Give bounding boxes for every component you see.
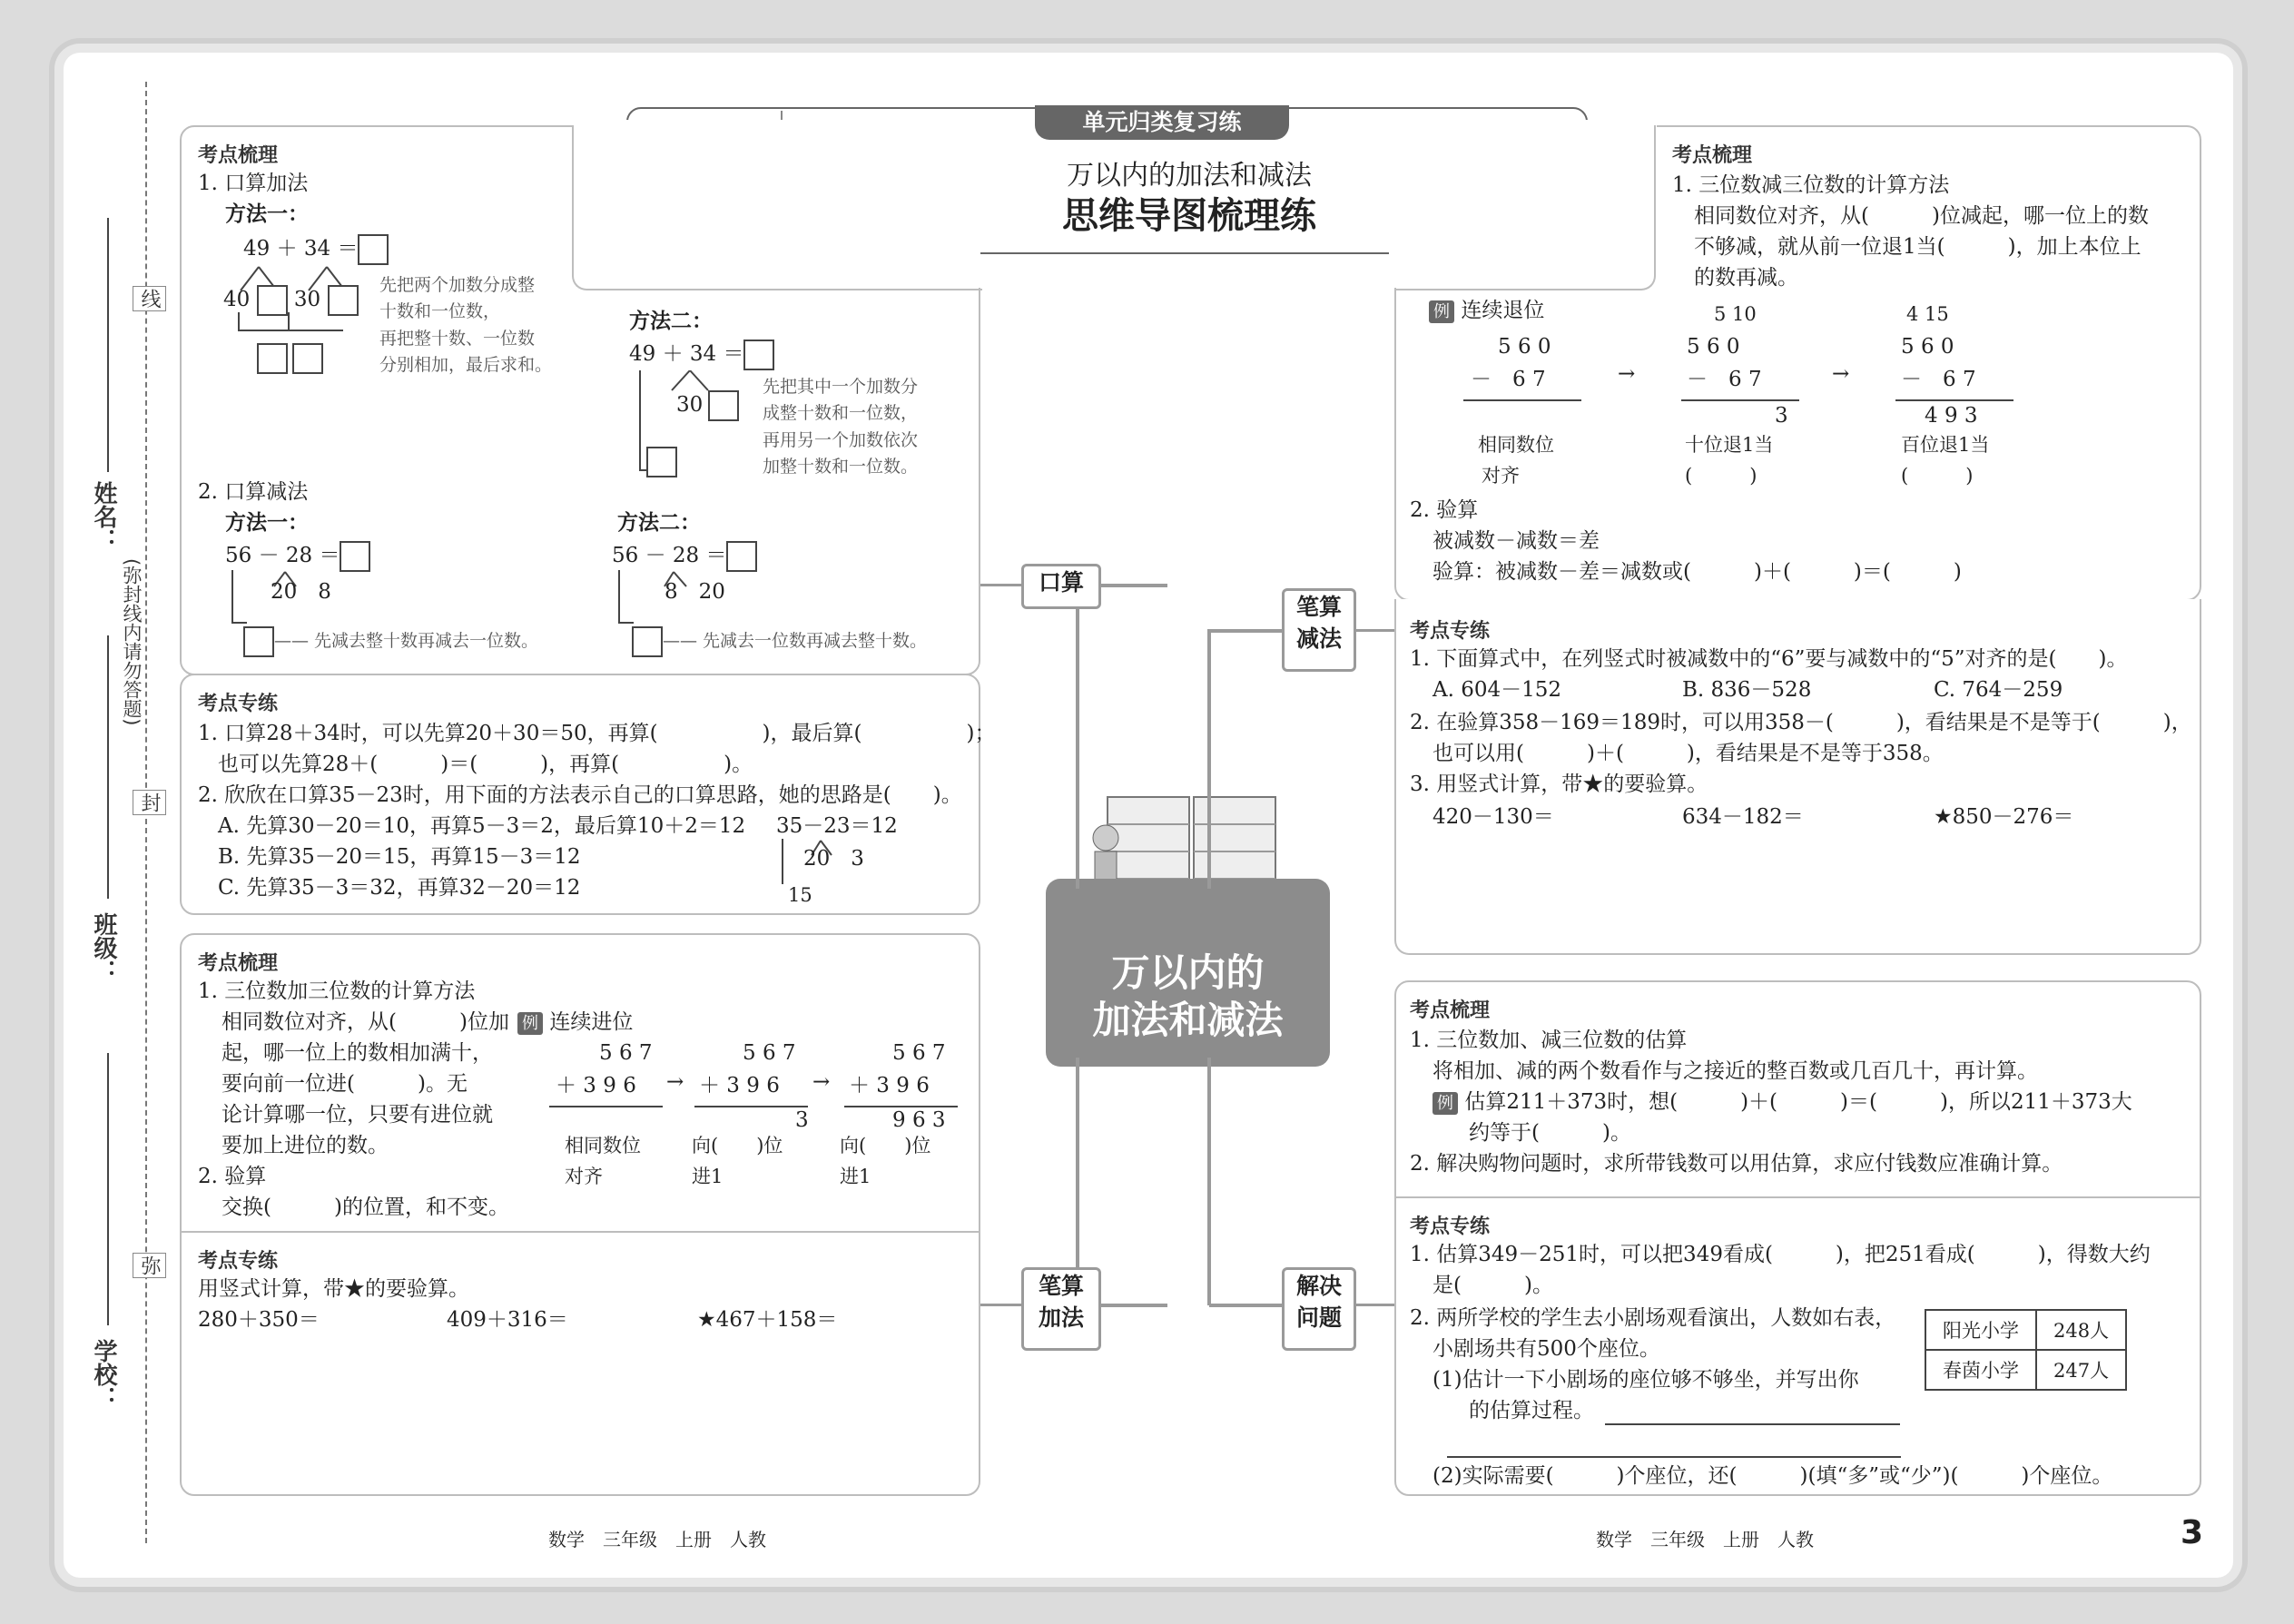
question: 1. 估算349－251时，可以把349看成( )，把251看成( )，得数大约 xyxy=(1410,1243,2151,1266)
option[interactable]: A. 604－152 xyxy=(1433,678,1562,702)
expr-text: 56 － 28 ＝ xyxy=(612,544,727,567)
question: 的估算过程。 xyxy=(1469,1399,1594,1422)
table-cell: 247人 xyxy=(2036,1350,2126,1390)
answer-box[interactable] xyxy=(708,390,739,421)
calc-item[interactable]: 409＋316＝ xyxy=(447,1308,568,1332)
label-line: 向( )位 xyxy=(840,1135,931,1156)
text-line: 不够减，就从前一位退1当( )，加上本位上 xyxy=(1694,235,2141,259)
question: 2. 欣欣在口算35－23时，用下面的方法表示自己的口算思路，她的思路是( )。 xyxy=(198,783,962,807)
mask-border xyxy=(1394,125,1656,290)
arrow: → xyxy=(1618,362,1636,386)
note-line: 再把整十数、一位数 xyxy=(379,328,536,349)
calc-bottom: － 6 7 xyxy=(1471,368,1546,391)
question: 2. 两所学校的学生去小剧场观看演出，人数如右表， xyxy=(1410,1306,1896,1330)
text-line: 的数再减。 xyxy=(1694,266,1798,290)
calc-label xyxy=(692,1131,783,1192)
heading: 1. 三位数加、减三位数的估算 xyxy=(1410,1029,1688,1052)
text-line: 相同数位对齐，从( )位加 xyxy=(222,1010,509,1034)
page-number: 3 xyxy=(2181,1514,2204,1551)
calc-bottom: ＋ 3 9 6 xyxy=(556,1074,636,1097)
calc-bottom: － 6 7 xyxy=(1687,368,1762,391)
heading: 2. 验算 xyxy=(198,1165,267,1188)
question: 也可以用( )＋( )，看结果是不是等于358。 xyxy=(1433,742,1944,765)
example-tag: 例 xyxy=(517,1012,543,1035)
expr-text: 56 － 28 ＝ xyxy=(225,544,340,567)
arrow: → xyxy=(1832,362,1850,386)
connector xyxy=(1207,1058,1211,1305)
answer-box[interactable] xyxy=(257,343,288,374)
label-line: 相同数位 xyxy=(565,1135,641,1156)
calc-bottom: － 6 7 xyxy=(1901,368,1976,391)
section-title: 考点梳理 xyxy=(198,144,279,167)
heading: 2. 解决购物问题时，求所带钱数可以用估算，求应付钱数应准确计算。 xyxy=(1410,1152,2063,1176)
s2-note: —— 先减去一位数再减去整十数。 xyxy=(632,626,927,657)
side-mi: 弥 xyxy=(133,1253,166,1278)
expr-text: 49 ＋ 34 ＝ xyxy=(629,342,744,366)
answer-box[interactable] xyxy=(632,626,663,657)
calc-rule xyxy=(694,1106,808,1107)
heading: 2. 验算 xyxy=(1410,498,1479,522)
example-text: 估算211＋373时，想( )＋( )＝( )，所以211＋373大 xyxy=(1464,1090,2132,1114)
class-line xyxy=(107,635,109,899)
label-line: 相同数位 xyxy=(1478,434,1554,456)
question: 1. 口算28＋34时，可以先算20＋30＝50，再算( )，最后算( )； xyxy=(198,722,996,745)
method-label: 方法一： xyxy=(225,511,309,535)
label-line: 十位退1当 xyxy=(1685,434,1774,456)
center-title xyxy=(1046,879,1330,1067)
s1-expr xyxy=(225,541,370,572)
text-line: 交换( )的位置，和不变。 xyxy=(222,1196,509,1219)
divider xyxy=(1394,1196,2200,1198)
text-line: 要加上进位的数。 xyxy=(222,1134,389,1157)
text-line: 起，哪一位上的数相加满十， xyxy=(222,1041,493,1065)
section-title: 考点专练 xyxy=(1410,620,1491,643)
s2-split xyxy=(665,577,725,606)
note-line: 十数和一位数， xyxy=(379,301,501,322)
split-num: 8 xyxy=(665,580,678,604)
connector xyxy=(980,1304,1021,1306)
m2-note xyxy=(763,374,918,481)
header-subtitle: 万以内的加法和减法 xyxy=(1067,160,1312,192)
table-cell: 春茵小学 xyxy=(1925,1350,2036,1390)
connector xyxy=(1354,1304,1395,1306)
text-line: 要向前一位进( )。无 xyxy=(222,1072,468,1096)
fig-num: 20 xyxy=(803,847,831,871)
calc-label xyxy=(1685,430,1773,491)
s2-expr xyxy=(612,541,757,572)
answer-box[interactable] xyxy=(726,541,757,572)
question: (2)实际需要( )个座位，还( )(填“多”或“少”)( )个座位。 xyxy=(1433,1464,2113,1488)
answer-box[interactable] xyxy=(243,626,274,657)
side-xian: 线 xyxy=(133,286,166,311)
m2-final xyxy=(646,447,677,477)
option[interactable]: B. 836－528 xyxy=(1682,678,1812,702)
node-bisuan-jianfa[interactable]: 笔算 减法 xyxy=(1282,588,1356,672)
split-num: 20 xyxy=(271,580,298,604)
table-row xyxy=(1925,1310,2126,1350)
label-line: ( ) xyxy=(1901,464,1974,487)
answer-line[interactable] xyxy=(1605,1423,1900,1425)
option[interactable]: B. 先算35－20＝15，再算15－3＝12 xyxy=(218,845,581,869)
calc-top: 5 6 7 xyxy=(599,1041,653,1065)
section-title: 考点梳理 xyxy=(198,952,279,975)
text-line xyxy=(1433,1088,2132,1117)
m1-note xyxy=(379,272,552,379)
calc-result: 3 xyxy=(795,1108,809,1132)
divider xyxy=(180,1231,979,1233)
m1-split xyxy=(223,285,359,316)
expr-text: 49 ＋ 34 ＝ xyxy=(243,237,359,261)
calc-label xyxy=(840,1131,930,1192)
node-bisuan-jiafa[interactable]: 笔算 加法 xyxy=(1021,1267,1101,1351)
calc-top: 5 6 0 xyxy=(1687,335,1740,359)
note-line: 分别相加，最后求和。 xyxy=(379,355,553,376)
note-line: 先减去一位数再减去整十数。 xyxy=(703,631,928,651)
section-title: 考点专练 xyxy=(1410,1216,1491,1238)
example-title: 连续进位 xyxy=(549,1010,634,1034)
m2-split xyxy=(676,390,739,421)
fig-result: 15 xyxy=(788,884,812,906)
label-line: 对齐 xyxy=(565,1165,603,1187)
question: 2. 在验算358－169＝189时，可以用358－( )，看结果是不是等于( )， xyxy=(1410,711,2192,734)
question: 用竖式计算，带★的要验算。 xyxy=(198,1277,469,1301)
m2-expr xyxy=(629,340,774,370)
m1-join xyxy=(257,343,323,374)
connector xyxy=(980,584,1021,586)
label-line: 对齐 xyxy=(1482,464,1520,487)
note-line: 加整十数和一位数。 xyxy=(763,457,919,477)
side-feng: 封 xyxy=(133,790,166,815)
connector xyxy=(1098,1304,1167,1307)
arrow: → xyxy=(666,1070,684,1094)
example-header xyxy=(517,1008,633,1037)
connector xyxy=(1354,629,1395,632)
text-line: 论计算哪一位，只要有进位就 xyxy=(222,1103,493,1127)
note-line: 成整十数和一位数， xyxy=(763,403,919,424)
connector xyxy=(1098,584,1167,587)
calc-result: 3 xyxy=(1775,404,1788,428)
side-school-label: 学校： xyxy=(90,1339,117,1410)
calc-top: 5 6 0 xyxy=(1498,335,1551,359)
section-title: 考点专练 xyxy=(198,693,279,715)
heading: 1. 三位数加三位数的计算方法 xyxy=(198,979,476,1003)
table-row xyxy=(1925,1350,2126,1390)
answer-box[interactable] xyxy=(340,541,370,572)
calc-label xyxy=(565,1131,641,1192)
connector xyxy=(1209,1304,1291,1307)
heading: 1. 三位数减三位数的计算方法 xyxy=(1672,173,1950,197)
section-title: 考点专练 xyxy=(198,1250,279,1273)
header-title: 思维导图梳理练 xyxy=(1062,195,1316,237)
answer-box[interactable] xyxy=(257,285,288,316)
text-line: 相同数位对齐，从( )位减起，哪一位上的数 xyxy=(1694,204,2149,228)
s1-note: —— 先减去整十数再减去一位数。 xyxy=(243,626,538,657)
option[interactable]: C. 764－259 xyxy=(1934,678,2063,702)
borrow-mark: 4 15 xyxy=(1906,303,1949,325)
question: (1)估计一下小剧场的座位够不够坐，并写出你 xyxy=(1433,1368,1859,1392)
heading: 1. 口算加法 xyxy=(198,172,309,195)
calc-label xyxy=(1478,430,1554,491)
arrow: → xyxy=(812,1070,831,1094)
answer-box[interactable] xyxy=(292,343,323,374)
answer-line[interactable] xyxy=(1447,1456,1901,1458)
split-num: 40 xyxy=(223,288,251,311)
note-line: 先把其中一个加数分 xyxy=(763,377,919,397)
fig-split xyxy=(803,844,864,873)
m1-expr xyxy=(243,234,389,265)
side-name-label: 姓名： xyxy=(90,481,117,552)
calc-rule xyxy=(1463,399,1581,401)
calc-item[interactable]: 634－182＝ xyxy=(1682,805,1804,829)
connector xyxy=(1209,629,1291,633)
fig-expr: 35－23＝12 xyxy=(776,814,898,838)
note-line: 先把两个加数分成整 xyxy=(379,275,536,295)
example-header xyxy=(1429,296,1544,325)
answer-box[interactable] xyxy=(743,340,774,370)
answer-box[interactable] xyxy=(646,447,677,477)
table-cell: 阳光小学 xyxy=(1925,1310,2036,1350)
center-title-line1: 万以内的 xyxy=(1111,950,1265,995)
calc-item[interactable]: ★850－276＝ xyxy=(1934,805,2074,829)
label-line: ( ) xyxy=(1685,464,1757,487)
option[interactable]: A. 先算30－20＝10，再算5－3＝2，最后算10＋2＝12 xyxy=(218,814,746,838)
method-label: 方法二： xyxy=(617,511,701,535)
node-jiejue[interactable]: 解决 问题 xyxy=(1282,1267,1356,1351)
option[interactable]: C. 先算35－3＝32，再算32－20＝12 xyxy=(218,876,581,900)
split-num: 30 xyxy=(293,288,321,311)
footer-left: 数学 三年级 上册 人教 xyxy=(548,1529,766,1550)
text-line: 被减数－减数＝差 xyxy=(1433,529,1600,553)
borrow-mark: 5 10 xyxy=(1714,303,1757,325)
example-title: 连续退位 xyxy=(1461,299,1545,322)
node-kousuan[interactable]: 口算 xyxy=(1021,564,1101,609)
label-line: 进1 xyxy=(692,1165,724,1187)
section-title: 考点梳理 xyxy=(1410,999,1491,1022)
calc-item[interactable]: 280＋350＝ xyxy=(198,1308,320,1332)
calc-item[interactable]: 420－130＝ xyxy=(1433,805,1554,829)
label-line: 进1 xyxy=(840,1165,871,1187)
school-table xyxy=(1925,1309,2127,1391)
footer-right: 数学 三年级 上册 人教 xyxy=(1596,1529,1814,1550)
question: 小剧场共有500个座位。 xyxy=(1433,1337,1660,1361)
section-title: 考点梳理 xyxy=(1672,144,1753,167)
example-tag: 例 xyxy=(1429,300,1454,323)
calc-rule xyxy=(549,1106,663,1107)
example-tag: 例 xyxy=(1433,1092,1458,1115)
calc-label xyxy=(1901,430,1989,491)
connector xyxy=(1076,584,1079,889)
note-line: 先减去整十数再减去一位数。 xyxy=(314,631,539,651)
method-label: 方法一： xyxy=(225,202,309,226)
school-line xyxy=(107,1053,109,1325)
text-line: 约等于( )。 xyxy=(1469,1121,1631,1145)
text-line: 验算：被减数－差＝减数或( )＋( )＝( ) xyxy=(1433,560,1962,584)
question: 是( )。 xyxy=(1433,1274,1553,1297)
calc-result: 4 9 3 xyxy=(1925,404,1978,428)
header-badge: 单元归类复习练 xyxy=(1035,105,1289,140)
name-line xyxy=(107,218,109,472)
table-cell: 248人 xyxy=(2036,1310,2126,1350)
mask-border xyxy=(572,125,982,290)
side-class-label: 班级： xyxy=(90,912,117,983)
side-notice: (弥封线内请勿答题) xyxy=(121,558,143,726)
question: 3. 用竖式计算，带★的要验算。 xyxy=(1410,773,1708,796)
calc-top: 5 6 7 xyxy=(743,1041,796,1065)
text-line: 将相加、减的两个数看作与之接近的整百数或几百几十，再计算。 xyxy=(1433,1059,2038,1083)
calc-top: 5 6 7 xyxy=(892,1041,946,1065)
calc-item[interactable]: ★467＋158＝ xyxy=(697,1308,838,1332)
heading: 2. 口算减法 xyxy=(198,480,309,504)
note-line: 再用另一个加数依次 xyxy=(763,429,919,450)
label-line: 向( )位 xyxy=(692,1135,783,1156)
label-line: 百位退1当 xyxy=(1901,434,1990,456)
calc-bottom: ＋ 3 9 6 xyxy=(849,1074,930,1097)
split-num: 20 xyxy=(698,580,725,604)
calc-bottom: ＋ 3 9 6 xyxy=(699,1074,780,1097)
calc-result: 9 6 3 xyxy=(892,1108,946,1132)
connector xyxy=(1207,629,1211,889)
question: 也可以先算28＋( )＝( )，再算( )。 xyxy=(218,753,753,776)
fig-num: 3 xyxy=(851,847,864,871)
split-num: 30 xyxy=(676,393,704,417)
split-num: 8 xyxy=(318,580,331,604)
method-label: 方法二： xyxy=(629,310,713,333)
s1-split xyxy=(271,577,331,606)
calc-top: 5 6 0 xyxy=(1901,335,1954,359)
answer-box[interactable] xyxy=(358,234,389,265)
answer-box[interactable] xyxy=(328,285,359,316)
question: 1. 下面算式中，在列竖式时被减数中的“6”要与减数中的“5”对齐的是( )。 xyxy=(1410,647,2128,671)
center-title-line2: 加法和减法 xyxy=(1092,998,1284,1042)
